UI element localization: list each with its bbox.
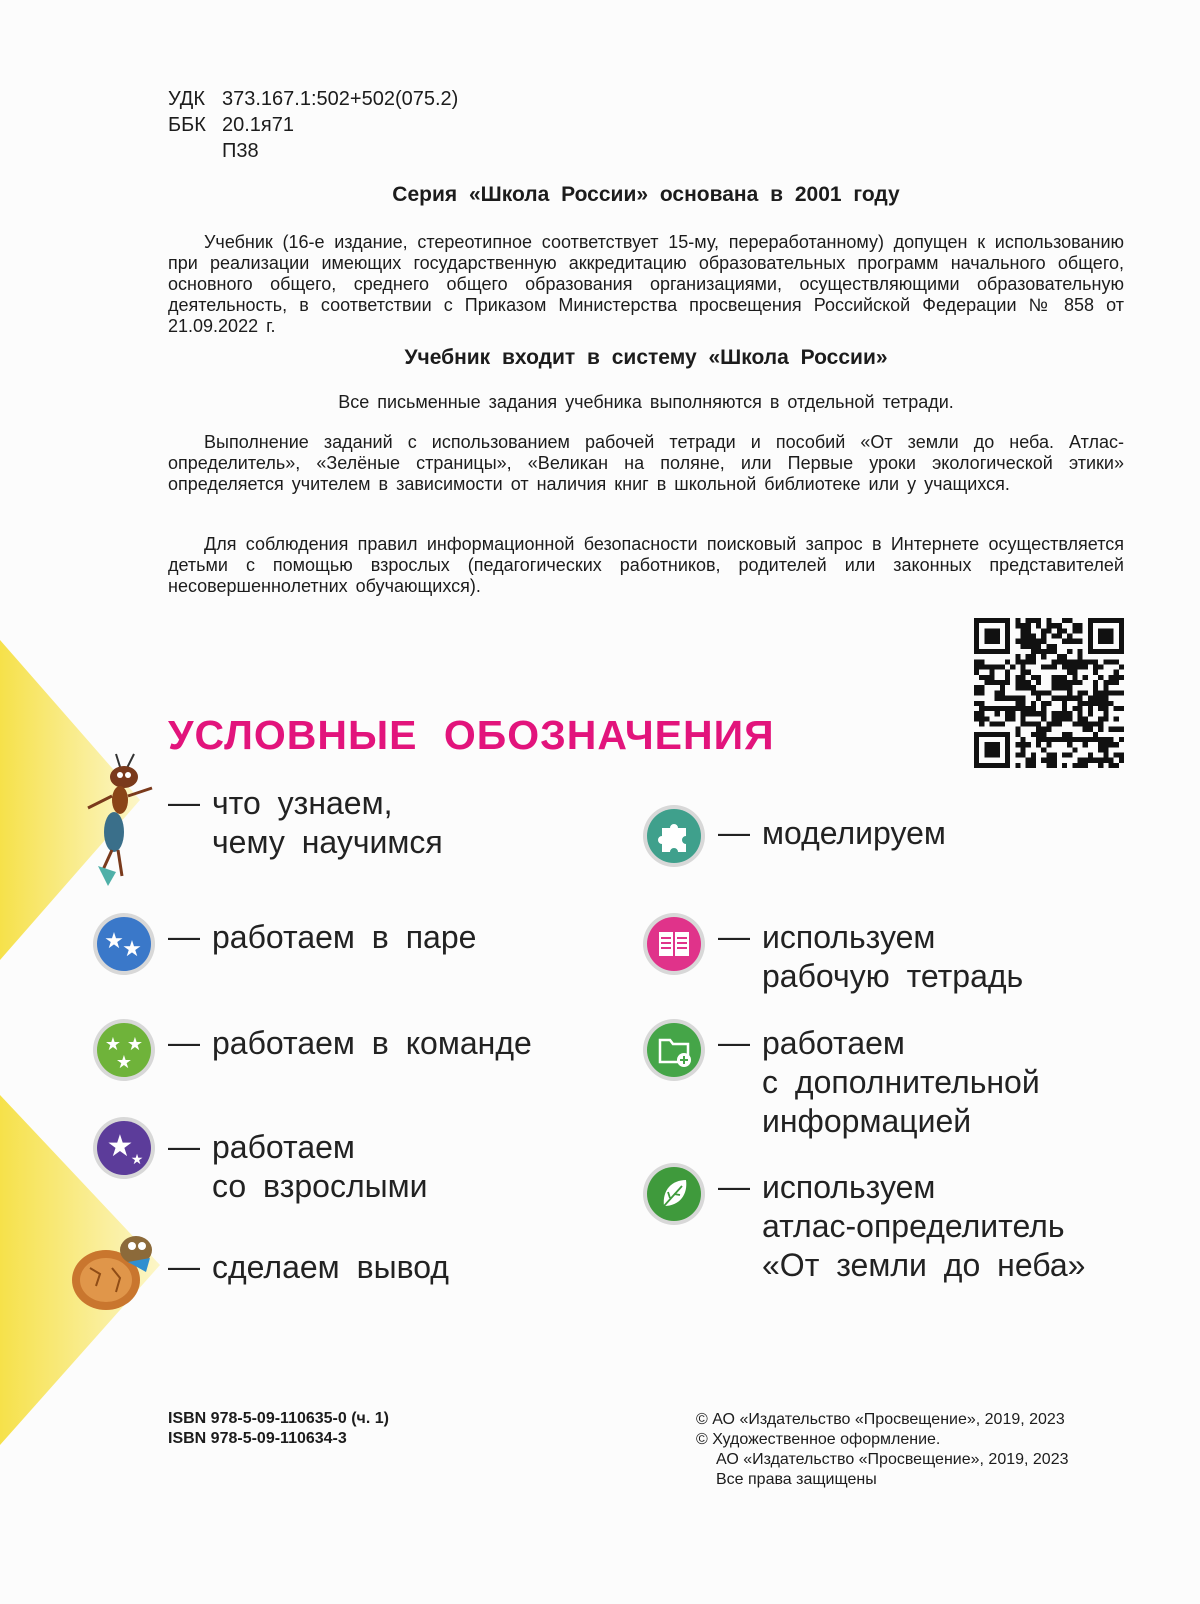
bbk-value: 20.1я71 [222,114,295,136]
isbn-part-1: ISBN 978-5-09-110635-0 (ч. 1) [168,1410,389,1427]
copyright-block [696,1410,1126,1490]
catalog-codes [168,86,458,164]
svg-text:★: ★ [115,1052,133,1073]
isbn-full-set: ISBN 978-5-09-110634-3 [168,1430,347,1447]
svg-text:★: ★ [104,1034,122,1055]
legend-item-team-work [92,1018,592,1088]
pair-stars-icon [92,912,156,976]
copyright-line: © Художественное оформление. [696,1431,941,1448]
system-line: Учебник входит в систему «Школа России» [404,346,888,369]
legend-text: работаем в команде [212,1025,532,1061]
ant-mascot-icon [76,752,166,892]
dash: — [718,1168,750,1204]
legend-text: используем рабочую тетрадь [762,919,1024,994]
author-mark: П38 [222,140,259,162]
puzzle-icon [642,804,706,868]
copyright-line: АО «Издательство «Просвещение», 2019, 2023 [716,1451,1069,1468]
isbn-block [168,1409,389,1449]
bbk-label: ББК [168,114,206,136]
dash: — [168,918,200,954]
dash: — [168,1128,200,1164]
svg-text:★: ★ [104,929,124,954]
svg-text:★: ★ [126,1034,144,1055]
legend-text: моделируем [762,815,946,851]
leaf-icon [642,1162,706,1226]
legend-item-what-we-learn [76,752,596,892]
dash: — [718,814,750,850]
legend-text: сделаем вывод [212,1249,449,1285]
dash: — [168,1248,200,1284]
dash: — [168,1024,200,1060]
legend-item-conclusion [70,1228,590,1318]
legend-text: работаем в паре [212,919,477,955]
workbook-icon [642,912,706,976]
legend-item-workbook [642,912,1162,1002]
dash: — [718,918,750,954]
adult-stars-icon [92,1116,156,1180]
legend-item-atlas [642,1162,1162,1292]
svg-text:★: ★ [106,1129,134,1164]
folder-plus-icon [642,1018,706,1082]
udk-label: УДК [168,88,206,110]
legend-text: работаем с дополнительной информацией [762,1025,1040,1139]
copyright-line: Все права защищены [716,1471,877,1488]
materials-text: Выполнение заданий с использованием рабочей тетради и пособий «От земли до неба. Атлас-определитель», «Зелёные страницы», «Великан на поляне, или Первые уроки экологической этики» определяется учителем в зависимости от наличия книг в школьной библиотеке или у учащихся. [168,432,1124,494]
turtle-mascot-icon [70,1228,162,1318]
notebook-line: Все письменные задания учебника выполняются в отдельной тетради. [338,392,954,412]
svg-text:★: ★ [130,1152,144,1168]
legend-title: УСЛОВНЫЕ ОБОЗНАЧЕНИЯ [168,712,775,758]
dash: — [168,784,200,820]
legend-text: используем атлас-определитель «От земли до неба» [762,1169,1086,1283]
copyright-line: © АО «Издательство «Просвещение», 2019, 2023 [696,1411,1065,1428]
approval-text: Учебник (16-е издание, стереотипное соответствует 15-му, переработанному) допущен к использованию при реализации имеющих государственную аккредитацию образовательных программ начального общего, основного общего, среднего общего образования организациями, осуществляющими образовательную деятельность, в соответствии с Приказом Министерства просвещения Российской Федерации № 858 от 21.09.2022 г. [168,232,1124,336]
legend-item-adult-work [92,1116,592,1206]
team-stars-icon [92,1018,156,1082]
legend-item-pair-work [92,912,592,982]
dash: — [718,1024,750,1060]
legend-item-modeling [642,804,1162,874]
udk-value: 373.167.1:502+502(075.2) [222,88,459,110]
legend-text: работаем со взрослыми [212,1129,428,1204]
svg-text:★: ★ [122,937,142,962]
legend-item-extra-info [642,1018,1162,1148]
safety-text: Для соблюдения правил информационной безопасности поисковый запрос в Интернете осуществляется детьми с помощью взрослых (педагогических работников, родителей или законных представителей несовершеннолетних обучающихся). [168,534,1124,596]
series-line: Серия «Школа России» основана в 2001 году [392,183,900,206]
legend-text: что узнаем, чему научимся [212,785,443,860]
qr-code[interactable] [974,618,1124,768]
